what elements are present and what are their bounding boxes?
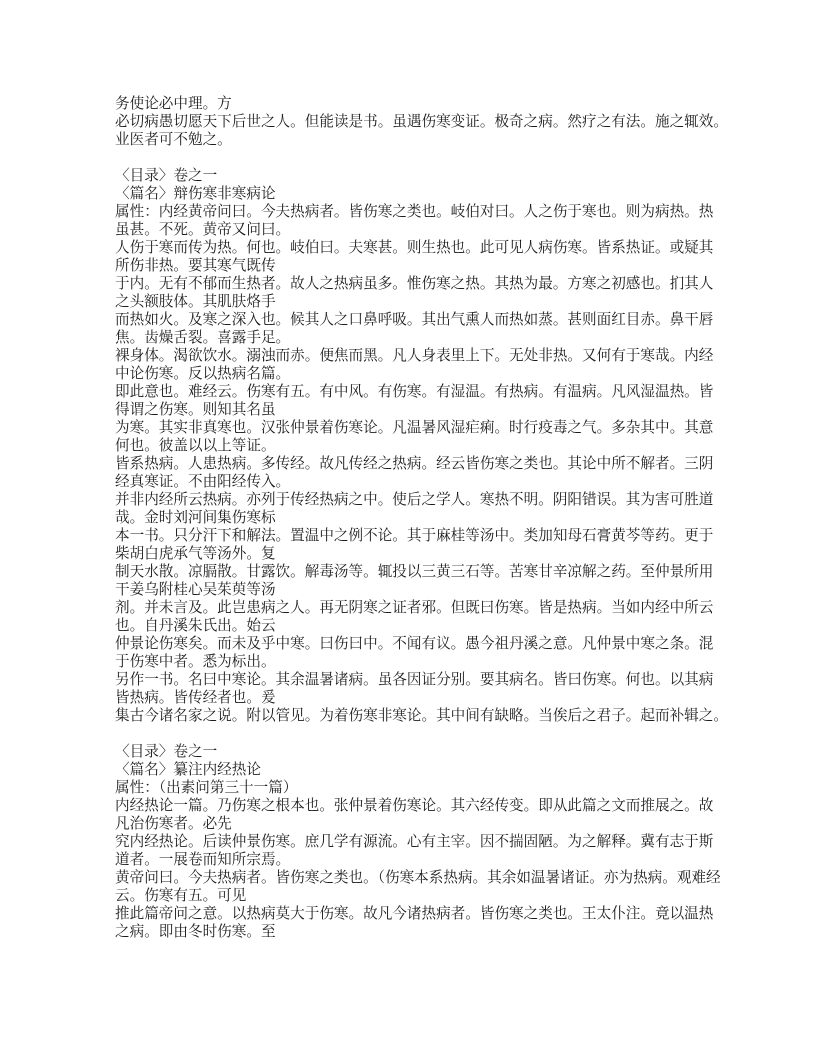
text-line: 而热如火。及寒之深入也。候其人之口鼻呼吸。其出气熏人而热如蒸。甚则面红目赤。鼻干唇	[115, 312, 714, 328]
text-line: 也。自丹溪朱氏出。始云	[115, 618, 276, 634]
text-line: 黄帝问曰。今夫热病者。皆伤寒之类也。（伤寒本系热病。其余如温暑诸证。亦为热病。观难经	[115, 870, 721, 886]
text-line: 究内经热论。后读仲景伤寒。庶几学有源流。心有主宰。因不揣固陋。为之解释。冀有志于斯	[115, 834, 714, 850]
text-line: 剂。并未言及。此岂患病之人。再无阴寒之证者邪。但既曰伤寒。皆是热病。当如内经中所云	[115, 600, 714, 616]
text-line: 云。伤寒有五。可见	[115, 888, 247, 904]
chapter-title-line: 〈篇名〉辩伤寒非寒病论	[115, 186, 276, 202]
text-line: 柴胡白虎承气等汤外。复	[115, 546, 276, 562]
text-line: 干姜乌附桂心吴茱萸等汤	[115, 582, 276, 598]
text-line: 制天水散。凉膈散。甘露饮。解毒汤等。辄投以三黄三石等。苦寒甘辛凉解之药。至仲景所用	[115, 564, 714, 580]
attribute-line: 属性：（出素问第三十一篇）	[115, 780, 298, 796]
text-line: 中论伤寒。反以热病名篇。	[115, 366, 291, 382]
blank-line	[115, 149, 780, 167]
text-line: 得谓之伤寒。则知其名虽	[115, 402, 276, 418]
text-line: 内经热论一篇。乃伤寒之根本也。张仲景着伤寒论。其六经传变。即从此篇之文而推展之。故	[115, 798, 714, 814]
text-line: 于内。无有不郁而生热者。故人之热病虽多。惟伤寒之热。其热为最。方寒之初感也。扪其人	[115, 276, 714, 292]
text-line: 虽甚。不死。黄帝又问曰。	[115, 222, 291, 238]
text-line: 之头额肢体。其肌肤烙手	[115, 294, 276, 310]
chapter-title-line: 〈篇名〉纂注内经热论	[115, 762, 261, 778]
text-line: 另作一书。名曰中寒论。其余温暑诸病。虽各因证分别。要其病名。皆曰伤寒。何也。以其病	[115, 672, 714, 688]
text-line: 本一书。只分汗下和解法。置温中之例不论。其于麻桂等汤中。类加知母石膏黄芩等药。更于	[115, 528, 714, 544]
text-line: 道者。一展卷而知所宗焉。	[115, 852, 291, 868]
toc-marker-line: 〈目录〉卷之一	[115, 744, 218, 760]
text-line: 业医者可不勉之。	[115, 132, 232, 148]
text-line: 经真寒证。不由阳经传入。	[115, 474, 291, 490]
text-line: 必切病愚切愿天下后世之人。但能读是书。虽遇伤寒变证。极奇之病。然疗之有法。施之辄效。	[115, 114, 728, 130]
text-line: 何也。彼盖以以上等证。	[115, 438, 276, 454]
text-line: 务使论必中理。方	[115, 96, 232, 112]
toc-marker-line: 〈目录〉卷之一	[115, 168, 218, 184]
text-line: 于伤寒中者。悉为标出。	[115, 654, 276, 670]
text-line: 为寒。其实非真寒也。汉张仲景着伤寒论。凡温暑风湿疟痢。时行疫毒之气。多杂其中。其意	[115, 420, 714, 436]
text-line: 焦。齿燥舌裂。喜露手足。	[115, 330, 291, 346]
text-line: 人伤于寒而传为热。何也。岐伯曰。夫寒甚。则生热也。此可见人病伤寒。皆系热证。或疑其	[115, 240, 714, 256]
text-line: 推此篇帝问之意。以热病莫大于伤寒。故凡今诸热病者。皆伤寒之类也。王太仆注。竟以温热	[115, 906, 714, 922]
text-line: 仲景论伤寒矣。而未及乎中寒。曰伤曰中。不闻有议。愚今祖丹溪之意。凡仲景中寒之条。混	[115, 636, 714, 652]
text-line: 集古今诸名家之说。附以管见。为着伤寒非寒论。其中间有缺略。当俟后之君子。起而补辑之。	[115, 708, 728, 724]
text-line: 皆系热病。人患热病。多传经。故凡传经之热病。经云皆伤寒之类也。其论中所不解者。三阴	[115, 456, 714, 472]
text-line: 即此意也。难经云。伤寒有五。有中风。有伤寒。有湿温。有热病。有温病。凡风湿温热。皆	[115, 384, 714, 400]
blank-line	[115, 725, 780, 743]
text-line: 裸身体。渴欲饮水。溺浊而赤。便焦而黑。凡人身表里上下。无处非热。又何有于寒哉。内经	[115, 348, 714, 364]
document-text-block	[115, 95, 780, 941]
text-line: 并非内经所云热病。亦列于传经热病之中。使后之学人。寒热不明。阴阳错误。其为害可胜道	[115, 492, 714, 508]
text-line: 哉。金时刘河间集伤寒标	[115, 510, 276, 526]
text-line: 之病。即由冬时伤寒。至	[115, 924, 276, 940]
text-line: 凡治伤寒者。必先	[115, 816, 232, 832]
text-line: 所伤非热。要其寒气既传	[115, 258, 276, 274]
text-line: 皆热病。皆传经者也。爰	[115, 690, 276, 706]
attribute-line: 属性：内经黄帝问曰。今夫热病者。皆伤寒之类也。岐伯对曰。人之伤于寒也。则为病热。热	[115, 204, 714, 220]
